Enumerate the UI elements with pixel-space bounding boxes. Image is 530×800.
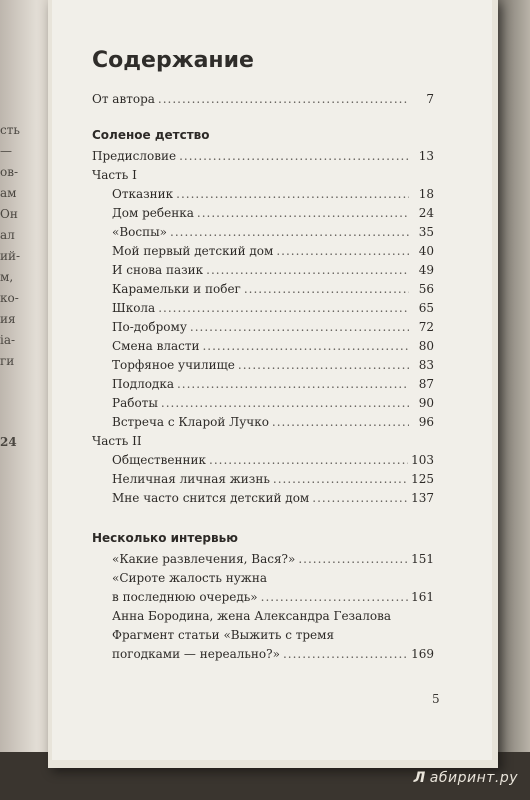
toc-entry-page: 87 [418,377,434,391]
toc-entry-label: Встреча с Кларой Лучко [112,415,269,429]
toc-entry-label: Школа [112,301,156,315]
toc-entry-page: 13 [418,149,434,163]
toc-entry-label: Подлодка [112,377,174,391]
leader-dots [161,394,409,413]
toc-entry-page: 24 [418,206,434,220]
toc-entry-label: погодками — нереально?» [112,647,280,661]
leader-dots [179,147,409,166]
toc-entry-page: 103 [411,453,434,467]
toc-entry [92,147,434,166]
book-page [52,0,492,760]
leader-dots [273,470,408,489]
toc-entry-page: 49 [418,263,434,277]
leader-dots [197,204,409,223]
leader-dots [206,261,409,280]
toc-entry [92,261,434,280]
toc-entry-label: Мой первый детский дом [112,244,274,258]
leader-dots [276,242,409,261]
toc-entry-page: 80 [418,339,434,353]
left-page-text [0,120,50,453]
leader-dots [312,489,408,508]
left-page-fragment: ов- [0,165,19,179]
toc-entry-page: 137 [411,491,434,505]
leader-dots [177,375,409,394]
left-page-background [0,0,52,800]
leader-dots [261,588,408,607]
toc-entry-page: 125 [411,472,434,486]
toc-entry-label: Отказник [112,187,174,201]
section-heading: Соленое детство [92,128,210,142]
toc-entry [92,413,434,432]
toc-entry-page: 72 [418,320,434,334]
toc-entry [92,280,434,299]
toc-entry-label-line: Фрагмент статьи «Выжить с тремя [112,628,335,642]
toc-entry [92,90,434,109]
toc-entry-label: Общественник [112,453,207,467]
part-label: Часть II [92,434,142,448]
toc-entry-page: 56 [418,282,434,296]
leader-dots [283,645,408,664]
toc-entry-label: От автора [92,92,155,106]
part2-items [92,451,434,508]
toc-entry [92,337,434,356]
toc-entry-label: Неличная личная жизнь [112,472,270,486]
toc-entry-page: 90 [418,396,434,410]
left-page-fragment: іа- [0,333,16,347]
section-heading: Несколько интервью [92,531,238,545]
toc-entry-label: Карамельки и побег [112,282,241,296]
left-page-fragment: ко- [0,291,19,305]
toc-entry [92,470,434,489]
leader-dots [158,299,409,318]
leader-dots [244,280,409,299]
toc-entry [92,356,434,375]
left-page-fragment: ия [0,312,16,326]
page-title: Содержание [92,48,254,73]
toc-entry-page: 151 [411,552,434,566]
toc-entry-label: Работы [112,396,158,410]
toc-entry-label: Смена власти [112,339,200,353]
toc-entry-label: И снова пазик [112,263,204,277]
toc-entry [92,204,434,223]
toc-entry-page: 96 [418,415,434,429]
toc-entry [92,394,434,413]
toc-entry-page: 161 [411,590,434,604]
toc-entry-page: 18 [418,187,434,201]
table-of-contents [92,90,434,664]
leader-dots [190,318,409,337]
page-number: 5 [432,692,440,706]
part-label: Часть I [92,168,137,182]
watermark [414,770,518,786]
watermark-text: абиринт.ру [429,770,518,786]
toc-entry-page: 40 [418,244,434,258]
left-page-fragment: — [0,144,12,158]
leader-dots [272,413,409,432]
toc-entry-label: Мне часто снится детский дом [112,491,310,505]
leader-dots [238,356,409,375]
left-page-fragment: сть [0,123,20,137]
toc-entry-label: Дом ребенка [112,206,194,220]
toc-entry-label: «Воспы» [112,225,167,239]
toc-entry [92,299,434,318]
toc-entry [92,185,434,204]
left-page-fragment: ий- [0,249,21,263]
toc-entry-label: По-доброму [112,320,187,334]
part1-items [92,185,434,432]
left-page-fragment: 24 [0,435,17,449]
toc-entry-page: 169 [411,647,434,661]
left-page-fragment: ги [0,354,15,368]
leader-dots [209,451,408,470]
toc-entry [92,375,434,394]
toc-entry-page: 7 [426,92,434,106]
leader-dots [158,90,409,109]
toc-entry [92,550,434,569]
toc-entry [92,318,434,337]
toc-entry-page: 35 [418,225,434,239]
left-page-fragment: ал [0,228,15,242]
toc-entry-label: «Какие развлечения, Вася?» [112,552,296,566]
toc-entry-page: 83 [418,358,434,372]
left-page-fragment: м, [0,270,14,284]
leader-dots [202,337,409,356]
left-page-fragment: Он [0,207,18,221]
toc-entry-label: Предисловие [92,149,177,163]
toc-entry-page: 65 [418,301,434,315]
leader-dots [298,550,408,569]
toc-entry-label-line: «Сироте жалость нужна [112,571,267,585]
leader-dots [170,223,409,242]
left-page-fragment: ам [0,186,17,200]
toc-entry [92,489,434,508]
toc-entry [92,588,434,607]
toc-entry [92,223,434,242]
toc-entry [92,645,434,664]
toc-entry [92,451,434,470]
toc-entry [92,242,434,261]
toc-entry-label: в последнюю очередь» [112,590,258,604]
watermark-logo: Л [413,770,426,786]
leader-dots [176,185,409,204]
toc-entry-label: Торфяное училище [112,358,235,372]
toc-entry-label-line: Анна Бородина, жена Александра Гезалова [112,609,392,623]
